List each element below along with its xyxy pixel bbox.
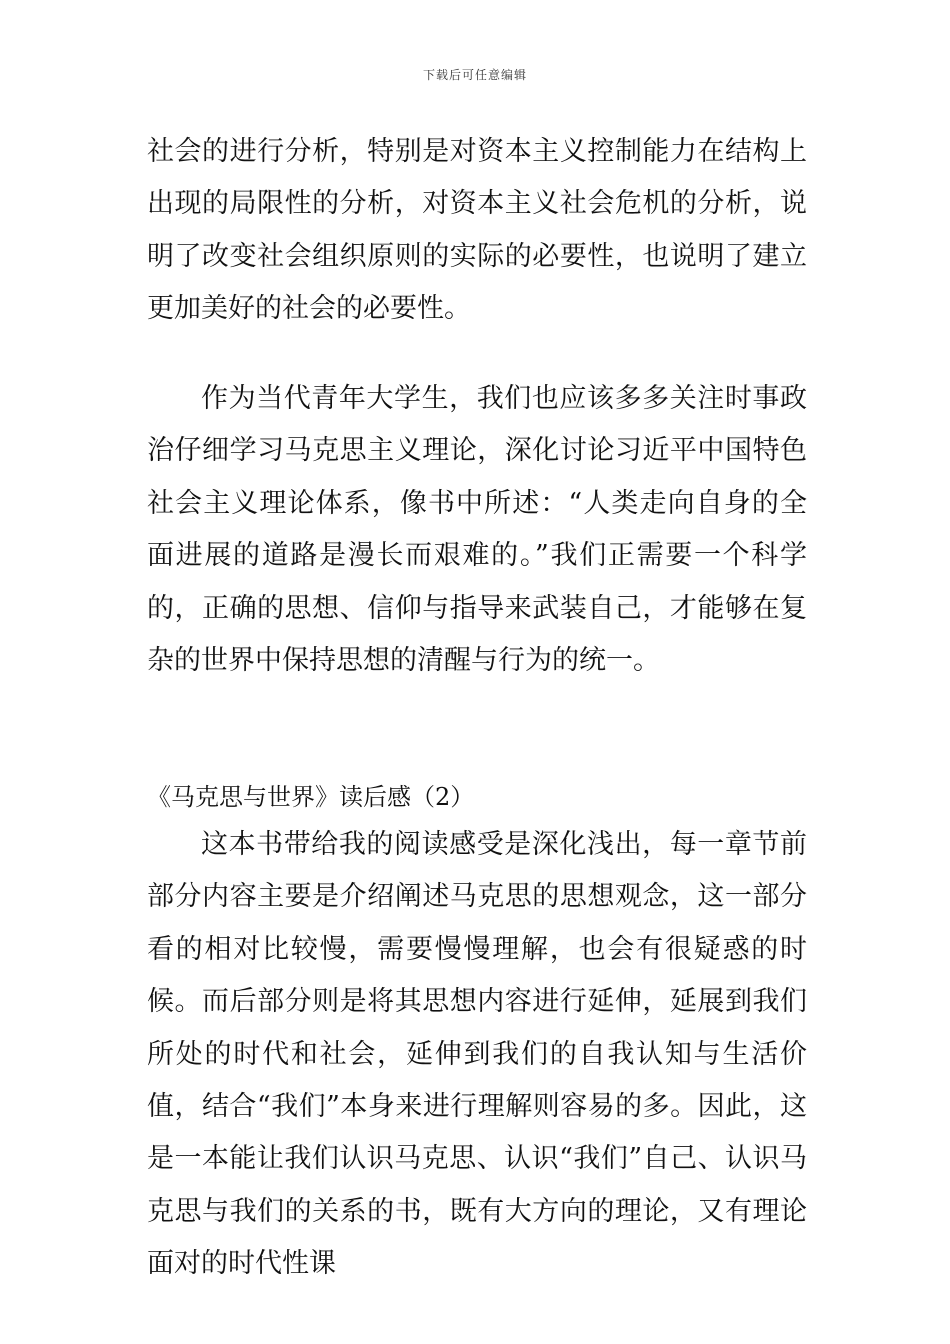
paragraph-reflection: 作为当代青年大学生，我们也应该多多关注时事政治仔细学习马克思主义理论，深化讨论习近平中国特色社会主义理论体系，像书中所述：“人类走向自身的全面进展的道路是漫长而艰难的。”我们正需要一个科学的，正确的思想、信仰与指导来武装自己，才能够在复杂的世界中保持思想的清醒与行为的统一。 xyxy=(147,383,807,677)
page-header-note: 下载后可任意编辑 xyxy=(422,68,527,82)
section-title: 《马克思与世界》读后感（2） xyxy=(147,783,475,811)
paragraph-continued: 社会的进行分析，特别是对资本主义控制能力在结构上出现的局限性的分析，对资本主义社会危机的分析，说明了改变社会组织原则的实际的必要性，也说明了建立更加美好的社会的必要性。 xyxy=(147,136,807,325)
paragraph-reading-impression: 这本书带给我的阅读感受是深化浅出，每一章节前部分内容主要是介绍阐述马克思的思想观念，这一部分看的相对比较慢，需要慢慢理解，也会有很疑惑的时候。而后部分则是将其思想内容进行延伸，延展到我们所处的时代和社会，延伸到我们的自我认知与生活价值，结合“我们”本身来进行理解则容易的多。因此，这是一本能让我们认识马克思、认识“我们”自己、认识马克思与我们的关系的书，既有大方向的理论，又有理论面对的时代性课 xyxy=(147,829,807,1280)
